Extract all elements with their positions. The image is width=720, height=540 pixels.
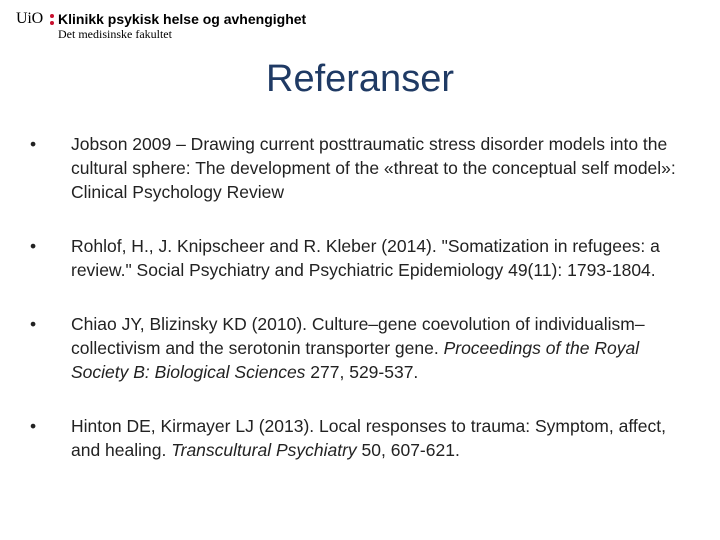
reference-item-1 [30,132,690,204]
institute-name: Klinikk psykisk helse og avhengighet [58,11,307,27]
journal-name: Proceedings of the Royal Society B: Biological Sciences [71,338,640,382]
reference-text: Rohlof, H., J. Knipscheer and R. Kleber (2014). "Somatization in refugees: a review." Social Psychiatry and Psychiatric Epidemiology 49(11): 1793-1804. [71,236,660,280]
bullet-icon: • [30,236,37,256]
reference-volume: 277, 529-537. [305,362,419,382]
uio-logo: UiO [16,10,43,27]
slide-title: Referanser [266,58,454,100]
reference-item-2 [30,234,690,282]
logo-dots-icon [49,13,56,27]
bullet-icon: • [30,416,37,436]
reference-text: Jobson 2009 – Drawing current posttraumatic stress disorder models into the cultural sphere: The development of the «threat to the conceptual self model»: Clinical Psychology Review [71,134,676,202]
bullet-icon: • [30,134,37,154]
reference-text: Hinton DE, Kirmayer LJ (2013). Local responses to trauma: Symptom, affect, and healing. [71,416,666,460]
reference-list [30,132,690,492]
reference-item-3 [30,312,690,384]
reference-volume: 50, 607-621. [356,440,460,460]
journal-name: Transcultural Psychiatry [171,440,357,460]
faculty-name: Det medisinske fakultet [58,27,172,41]
reference-item-4 [30,414,690,462]
institution-header [16,10,416,42]
bullet-icon: • [30,314,37,334]
reference-text: Chiao JY, Blizinsky KD (2010). Culture–gene coevolution of individualism–collectivism and the serotonin transporter gene. [71,314,645,358]
